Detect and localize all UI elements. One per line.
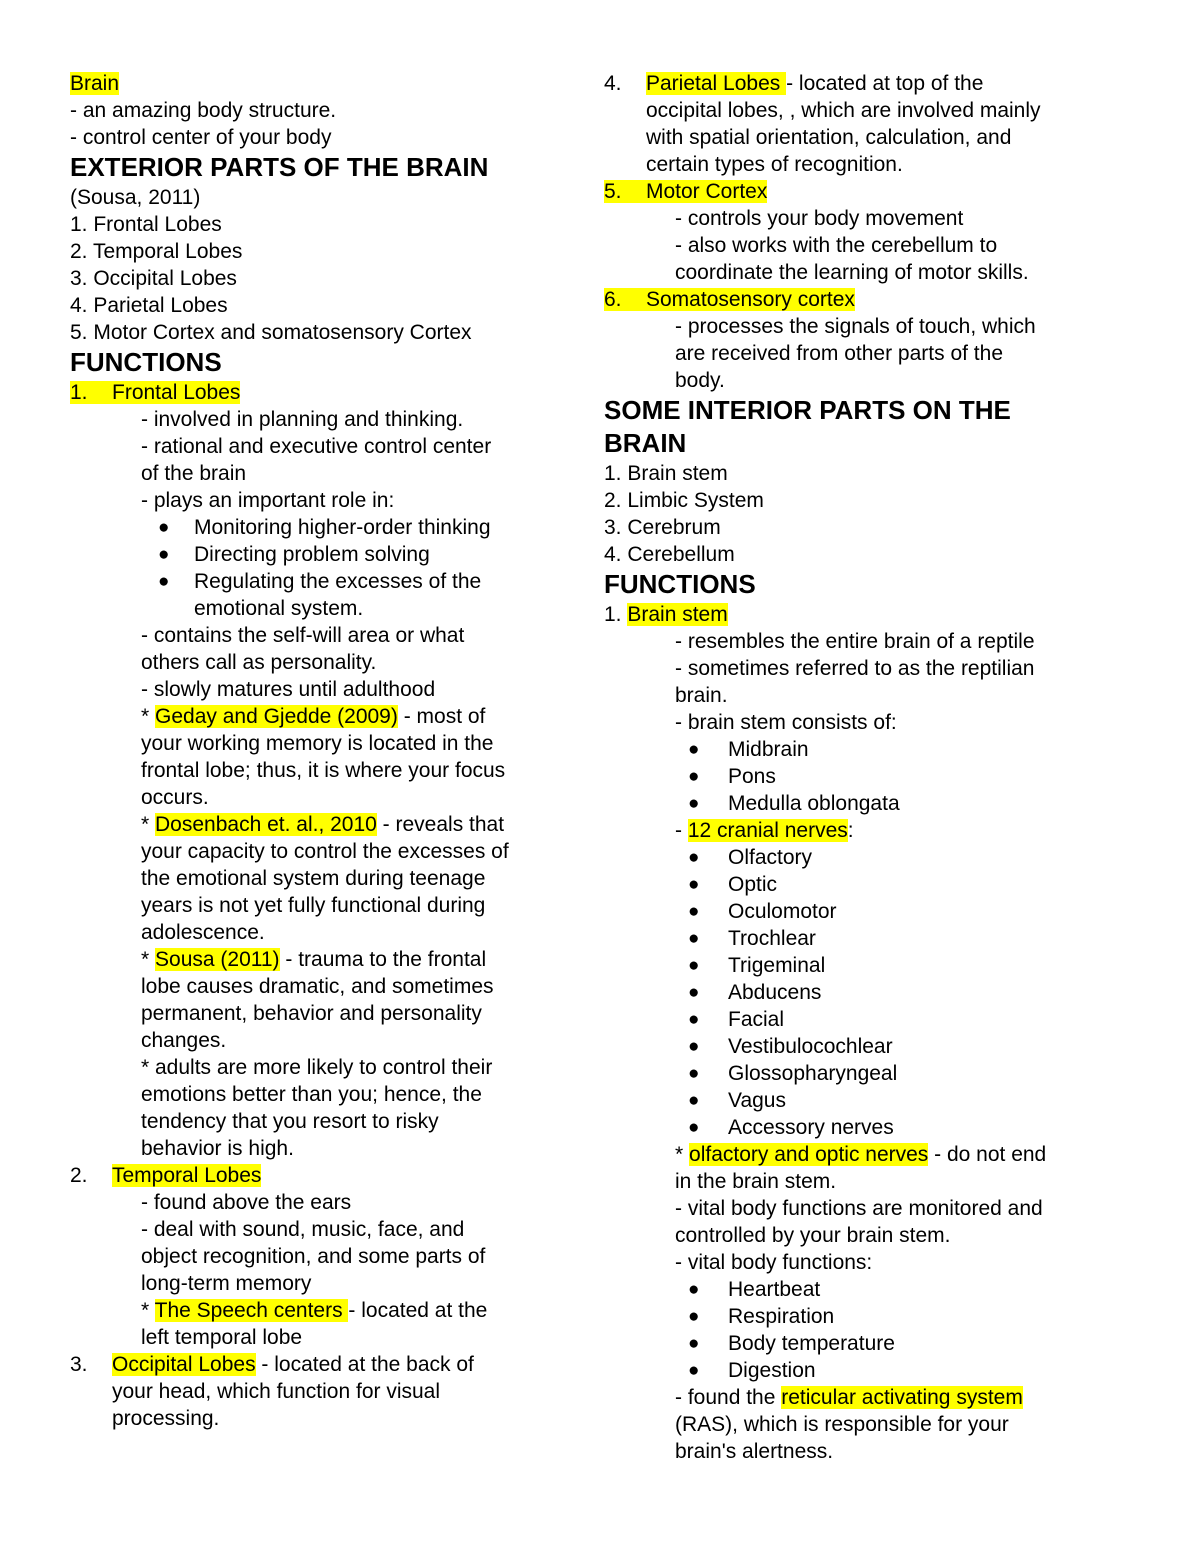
functions-heading: FUNCTIONS (70, 347, 222, 377)
temporal-line: - deal with sound, music, face, and (141, 1218, 465, 1241)
motor-line: - also works with the cerebellum to (675, 234, 998, 257)
brainstem-part: ● Midbrain (688, 738, 809, 761)
cranial-nerve: ● Facial (688, 1008, 785, 1031)
brainstem-part: ● Pons (688, 765, 776, 788)
occipital-heading: 3. Occipital Lobes - located at the back of (70, 1353, 474, 1376)
bullet-icon: ● (688, 1333, 700, 1354)
geday-line: your working memory is located in the (141, 732, 494, 755)
interior-list-item: 3. Cerebrum (604, 516, 721, 539)
left-column (70, 70, 570, 1432)
frontal-line: - involved in planning and thinking. (141, 408, 464, 431)
occipital-line: your head, which function for visual (112, 1380, 441, 1403)
bullet-icon: ● (688, 1036, 700, 1057)
brainstem-heading: 1. Brain stem (604, 603, 728, 626)
adults-line: behavior is high. (141, 1137, 294, 1160)
parietal-line: occipital lobes, , which are involved mainly (646, 99, 1041, 122)
exterior-list-item: 2. Temporal Lobes (70, 240, 243, 263)
frontal-line: of the brain (141, 462, 247, 485)
bullet-icon: ● (688, 1063, 700, 1084)
speech-note: * The Speech centers - located at the (141, 1299, 488, 1322)
olfactory-line: controlled by your brain stem. (675, 1224, 951, 1247)
olfactory-line: - vital body functions: (675, 1251, 873, 1274)
bullet-icon: ● (688, 1009, 700, 1030)
cranial-nerve: ● Vestibulocochlear (688, 1035, 893, 1058)
interior-heading: BRAIN (604, 428, 687, 458)
cranial-heading: - 12 cranial nerves: (675, 819, 854, 842)
bullet-icon: ● (158, 517, 170, 538)
vital-function: ● Body temperature (688, 1332, 895, 1355)
exterior-list-item: 5. Motor Cortex and somatosensory Cortex (70, 321, 472, 344)
cranial-nerve: ● Glossopharyngeal (688, 1062, 898, 1085)
interior-list-item: 2. Limbic System (604, 489, 764, 512)
dosenbach-line: adolescence. (141, 921, 265, 944)
source-citation: (Sousa, 2011) (70, 186, 201, 209)
bullet-icon: ● (688, 739, 700, 760)
brainstem-line: brain. (675, 684, 728, 707)
dosenbach-line: years is not yet fully functional during (141, 894, 486, 917)
interior-list-item: 1. Brain stem (604, 462, 728, 485)
frontal-bullet: ● Directing problem solving (158, 543, 430, 566)
sousa-line: lobe causes dramatic, and sometimes (141, 975, 494, 998)
bullet-icon: ● (688, 955, 700, 976)
interior-list-item: 4. Cerebellum (604, 543, 735, 566)
intro-line: - an amazing body structure. (70, 99, 337, 122)
ras-note: - found the reticular activating system (675, 1386, 1023, 1409)
brainstem-line: - brain stem consists of: (675, 711, 897, 734)
bullet-icon: ● (688, 766, 700, 787)
temporal-heading: 2. Temporal Lobes (70, 1164, 262, 1187)
adults-line: * adults are more likely to control their (141, 1056, 493, 1079)
cranial-nerve: ● Vagus (688, 1089, 786, 1112)
bullet-icon: ● (688, 982, 700, 1003)
temporal-line: long-term memory (141, 1272, 312, 1295)
somato-heading: 6. Somatosensory cortex (604, 288, 855, 311)
intro-line: - control center of your body (70, 126, 332, 149)
functions-heading: FUNCTIONS (604, 569, 756, 599)
olfactory-note: * olfactory and optic nerves - do not end (675, 1143, 1047, 1166)
geday-line: frontal lobe; thus, it is where your focus (141, 759, 506, 782)
sousa-citation: Sousa (2011) (155, 948, 280, 971)
geday-line: occurs. (141, 786, 209, 809)
parietal-line: certain types of recognition. (646, 153, 903, 176)
dosenbach-line: the emotional system during teenage (141, 867, 486, 890)
sousa-line: permanent, behavior and personality (141, 1002, 482, 1025)
bullet-icon: ● (688, 1306, 700, 1327)
cranial-nerve: ● Trigeminal (688, 954, 826, 977)
bullet-icon: ● (688, 901, 700, 922)
frontal-line: - slowly matures until adulthood (141, 678, 436, 701)
interior-heading: SOME INTERIOR PARTS ON THE (604, 395, 1011, 425)
bullet-icon: ● (688, 1117, 700, 1138)
bullet-icon: ● (688, 874, 700, 895)
dosenbach-line: your capacity to control the excesses of (141, 840, 509, 863)
somato-line: are received from other parts of the (675, 342, 1003, 365)
bullet-icon: ● (688, 1090, 700, 1111)
frontal-line: others call as personality. (141, 651, 377, 674)
frontal-bullet-cont: emotional system. (194, 597, 364, 620)
brainstem-part: ● Medulla oblongata (688, 792, 900, 815)
exterior-list-item: 1. Frontal Lobes (70, 213, 222, 236)
dosenbach-note: * Dosenbach et. al., 2010 - reveals that (141, 813, 505, 836)
frontal-heading: 1. Frontal Lobes (70, 381, 241, 404)
somato-line: - processes the signals of touch, which (675, 315, 1036, 338)
bullet-icon: ● (688, 1360, 700, 1381)
temporal-line: object recognition, and some parts of (141, 1245, 486, 1268)
vital-function: ● Respiration (688, 1305, 835, 1328)
adults-line: emotions better than you; hence, the (141, 1083, 482, 1106)
exterior-list-item: 3. Occipital Lobes (70, 267, 237, 290)
bullet-icon: ● (688, 793, 700, 814)
brainstem-line: - sometimes referred to as the reptilian (675, 657, 1035, 680)
vital-function: ● Digestion (688, 1359, 816, 1382)
frontal-line: - rational and executive control center (141, 435, 492, 458)
sousa-note: * Sousa (2011) - trauma to the frontal (141, 948, 487, 971)
parietal-line: with spatial orientation, calculation, and (646, 126, 1012, 149)
motor-heading: 5. Motor Cortex (604, 180, 768, 203)
somato-line: body. (675, 369, 725, 392)
geday-citation: Geday and Gjedde (2009) (155, 705, 398, 728)
doc-title: Brain (70, 72, 120, 95)
dosenbach-citation: Dosenbach et. al., 2010 (155, 813, 377, 836)
exterior-heading: EXTERIOR PARTS OF THE BRAIN (70, 152, 489, 182)
bullet-icon: ● (688, 1279, 700, 1300)
frontal-line: - plays an important role in: (141, 489, 395, 512)
temporal-line: - found above the ears (141, 1191, 352, 1214)
cranial-nerve: ● Abducens (688, 981, 822, 1004)
exterior-list-item: 4. Parietal Lobes (70, 294, 228, 317)
olfactory-line: in the brain stem. (675, 1170, 837, 1193)
motor-line: coordinate the learning of motor skills. (675, 261, 1029, 284)
bullet-icon: ● (688, 928, 700, 949)
occipital-line: processing. (112, 1407, 220, 1430)
parietal-heading: 4. Parietal Lobes - located at top of the (604, 72, 984, 95)
speech-citation: The Speech centers (154, 1299, 349, 1322)
cranial-nerve: ● Oculomotor (688, 900, 837, 923)
adults-line: tendency that you resort to risky (141, 1110, 439, 1133)
frontal-bullet: ● Monitoring higher-order thinking (158, 516, 491, 539)
frontal-line: - contains the self-will area or what (141, 624, 465, 647)
ras-line: (RAS), which is responsible for your (675, 1413, 1009, 1436)
sousa-line: changes. (141, 1029, 227, 1052)
cranial-nerve: ● Optic (688, 873, 778, 896)
geday-note: * Geday and Gjedde (2009) - most of (141, 705, 486, 728)
olfactory-line: - vital body functions are monitored and (675, 1197, 1043, 1220)
bullet-icon: ● (158, 571, 170, 592)
bullet-icon: ● (158, 544, 170, 565)
vital-function: ● Heartbeat (688, 1278, 821, 1301)
cranial-nerve: ● Trochlear (688, 927, 816, 950)
bullet-icon: ● (688, 847, 700, 868)
ras-line: brain's alertness. (675, 1440, 834, 1463)
motor-line: - controls your body movement (675, 207, 964, 230)
frontal-bullet: ● Regulating the excesses of the (158, 570, 482, 593)
speech-line: left temporal lobe (141, 1326, 303, 1349)
right-column (604, 70, 1114, 1465)
cranial-nerve: ● Olfactory (688, 846, 813, 869)
brainstem-line: - resembles the entire brain of a reptile (675, 630, 1035, 653)
cranial-nerve: ● Accessory nerves (688, 1116, 894, 1139)
